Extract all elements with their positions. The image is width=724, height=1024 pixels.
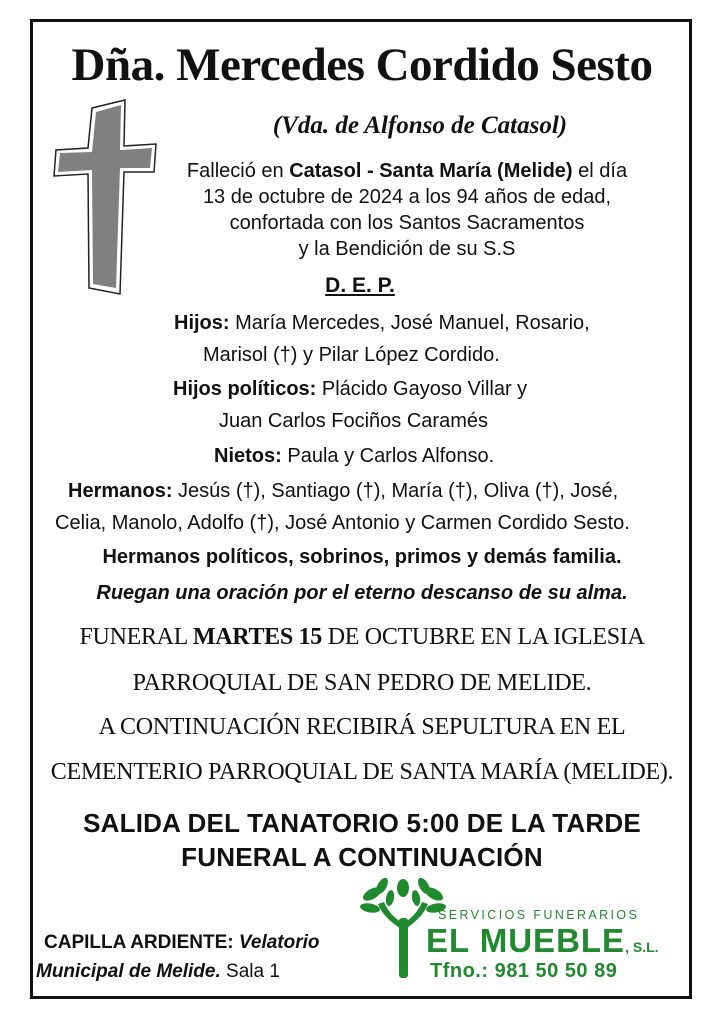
logo-tagline: SERVICIOS FUNERARIOS (438, 908, 640, 922)
funeral-line3: A CONTINUACIÓN RECIBIRÁ SEPULTURA EN EL (98, 714, 626, 740)
funeral-line1: FUNERAL MARTES 15 DE OCTUBRE EN LA IGLESIA (79, 624, 645, 650)
cross-icon (52, 98, 158, 298)
funeral-line4: CEMENTERIO PARROQUIAL DE SANTA MARÍA (MELIDE). (50, 759, 674, 785)
chapel-venue: Velatorio (233, 932, 320, 953)
funeral-line2: PARROQUIAL DE SAN PEDRO DE MELIDE. (132, 670, 592, 696)
hijos-line1: Hijos: María Mercedes, José Manuel, Rosario, (174, 312, 590, 334)
chapel-line1 (44, 932, 320, 954)
prayer-request: Ruegan una oración por el eterno descanso de su alma. (96, 582, 628, 604)
hijos-line2: Marisol (†) y Pilar López Cordido. (203, 344, 500, 366)
death-date: 13 de octubre de 2024 a los 94 años de edad, (202, 186, 612, 208)
chapel-label: CAPILLA ARDIENTE: (44, 932, 234, 953)
hermanos-line1: Hermanos: Jesús (†), Santiago (†), María (†), Oliva (†), José, (68, 480, 619, 502)
dep-heading: D. E. P. (325, 274, 395, 297)
sacraments-line: confortada con los Santos Sacramentos (229, 212, 585, 234)
nietos-line: Nietos: Paula y Carlos Alfonso. (214, 445, 495, 467)
widow-of: (Vda. de Alfonso de Catasol) (272, 112, 568, 139)
logo-name: EL MUEBLE, S.L. (426, 922, 659, 959)
funeral-after: FUNERAL A CONTINUACIÓN (181, 842, 543, 872)
hijos-politicos-line1: Hijos políticos: Plácido Gayoso Villar y (173, 378, 528, 400)
other-family: Hermanos políticos, sobrinos, primos y demás familia. (102, 546, 622, 568)
departure-time: SALIDA DEL TANATORIO 5:00 DE LA TARDE (83, 808, 641, 838)
blessing-line: y la Bendición de su S.S (298, 238, 516, 260)
death-place: Catasol - Santa María (Melide) (289, 160, 573, 182)
logo-phone: Tfno.: 981 50 50 89 (430, 960, 618, 982)
deceased-name: Dña. Mercedes Cordido Sesto (71, 39, 653, 91)
death-place-post: el día (572, 160, 628, 182)
death-place-pre: Falleció en (186, 160, 290, 182)
hermanos-line2: Celia, Manolo, Adolfo (†), José Antonio y Carmen Cordido Sesto. (55, 512, 630, 534)
hijos-politicos-line2: Juan Carlos Fociños Caramés (219, 410, 488, 432)
death-notice (182, 158, 632, 262)
chapel-line2: Municipal de Melide. Sala 1 (36, 961, 280, 982)
